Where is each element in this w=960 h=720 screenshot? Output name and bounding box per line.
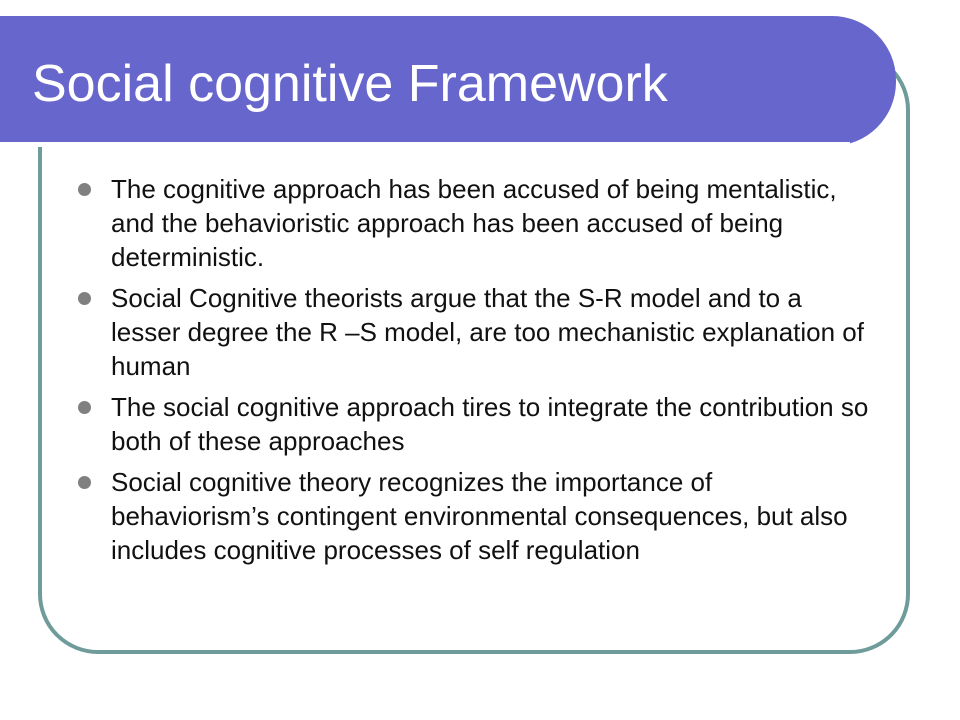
bullet-dot-icon — [78, 183, 91, 196]
bullet-dot-icon — [78, 401, 91, 414]
bullet-text: Social Cognitive theorists argue that the S-R model and to a lesser degree the R –S model, are too mechanistic explanation of human — [111, 283, 864, 381]
bullet-item — [75, 390, 875, 458]
title-band — [0, 16, 896, 146]
bullet-text: Social cognitive theory recognizes the importance of behaviorism’s contingent environmental consequences, but also includes cognitive processes of self regulation — [111, 467, 848, 565]
bullet-list — [75, 172, 875, 574]
bullet-dot-icon — [78, 292, 91, 305]
bullet-item — [75, 465, 875, 567]
slide-title: Social cognitive Framework — [32, 55, 668, 113]
title-underline — [0, 142, 850, 147]
bullet-item — [75, 281, 875, 383]
bullet-text: The cognitive approach has been accused of being mentalistic, and the behavioristic approach has been accused of being deterministic. — [111, 174, 837, 272]
bullet-dot-icon — [78, 476, 91, 489]
bullet-item — [75, 172, 875, 274]
bullet-text: The social cognitive approach tires to integrate the contribution so both of these approaches — [111, 392, 869, 456]
